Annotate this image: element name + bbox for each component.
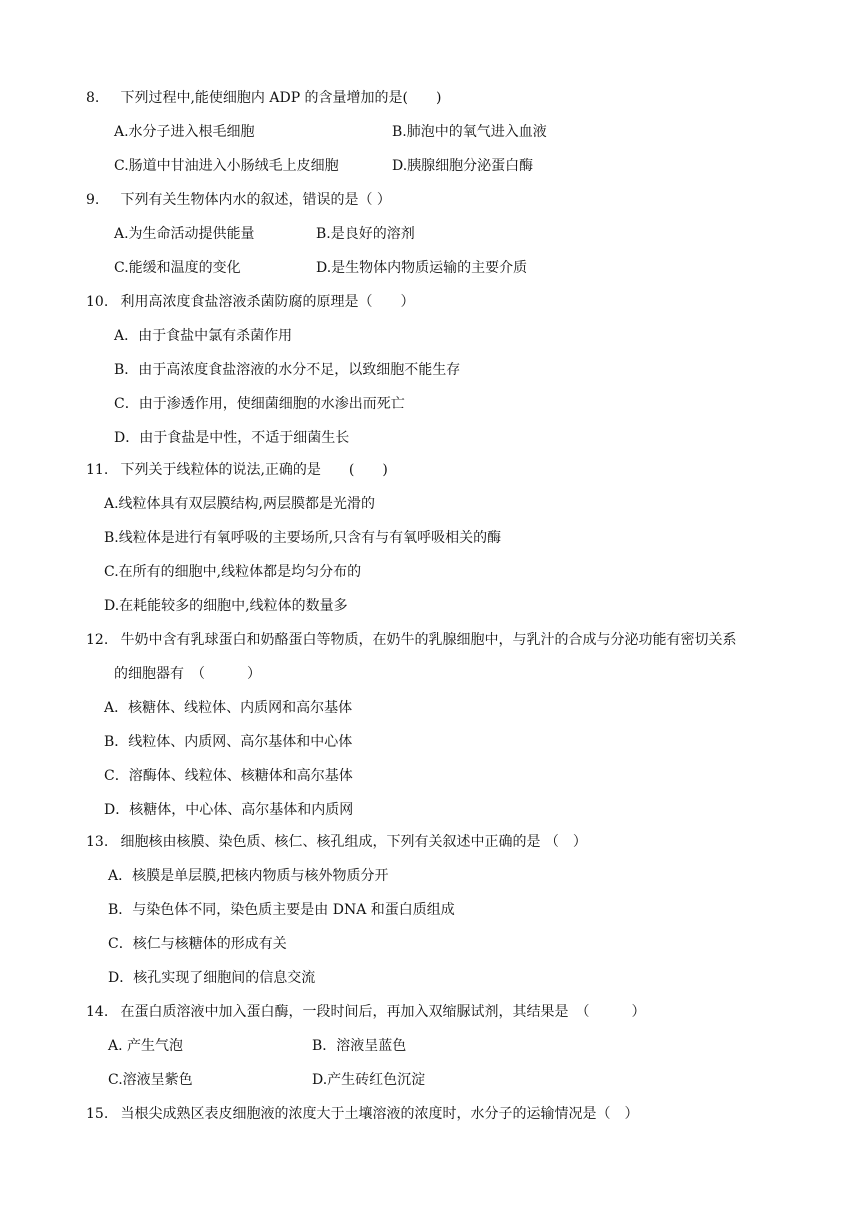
question-8-stem-line xyxy=(86,88,441,108)
question-number: 8. xyxy=(86,90,100,106)
option-a: A．核糖体、线粒体、内质网和高尔基体 xyxy=(104,700,353,716)
question-9-stem-line xyxy=(86,190,391,210)
question-number: 9. xyxy=(86,192,100,208)
question-number: 11. xyxy=(86,462,109,478)
option-a: A．核膜是单层膜,把核内物质与核外物质分开 xyxy=(108,868,389,884)
option-c: C.能缓和温度的变化 xyxy=(114,260,241,276)
question-number: 10. xyxy=(86,294,109,310)
question-stem: 利用高浓度食盐溶液杀菌防腐的原理是（ ） xyxy=(120,294,415,310)
question-12-stem-line xyxy=(86,630,736,650)
question-stem: 当根尖成熟区表皮细胞液的浓度大于土壤溶液的浓度时，水分子的运输情况是（ ） xyxy=(120,1106,639,1122)
option-c: C．由于渗透作用，使细菌细胞的水渗出而死亡 xyxy=(114,396,405,412)
question-stem: 在蛋白质溶液中加入蛋白酶，一段时间后，再加入双缩脲试剂，其结果是 （ ） xyxy=(120,1004,646,1020)
question-stem: 下列有关生物体内水的叙述，错误的是（ ） xyxy=(120,192,391,208)
question-stem: 牛奶中含有乳球蛋白和奶酪蛋白等物质，在奶牛的乳腺细胞中，与乳汁的合成与分泌功能有密切关系 xyxy=(120,632,737,648)
option-a: A. 产生气泡 xyxy=(108,1038,184,1054)
option-d: D.产生砖红色沉淀 xyxy=(312,1072,426,1088)
question-number: 12. xyxy=(86,632,109,648)
question-number: 13. xyxy=(86,834,109,850)
option-a: A．由于食盐中氯有杀菌作用 xyxy=(114,328,293,344)
option-c: C.肠道中甘油进入小肠绒毛上皮细胞 xyxy=(114,158,339,174)
option-b: B．溶液呈蓝色 xyxy=(312,1038,407,1054)
question-15-stem-line xyxy=(86,1104,638,1124)
question-12-stem-continuation: 的细胞器有 （ ） xyxy=(114,666,261,682)
question-stem: 下列过程中,能使细胞内 ADP 的含量增加的是( ) xyxy=(120,90,442,106)
option-d: D.胰腺细胞分泌蛋白酶 xyxy=(392,158,534,174)
question-number: 14. xyxy=(86,1004,109,1020)
option-c: C.在所有的细胞中,线粒体都是均匀分布的 xyxy=(104,564,362,580)
option-d: D.在耗能较多的细胞中,线粒体的数量多 xyxy=(104,598,348,614)
option-b: B．与染色体不同，染色质主要是由 DNA 和蛋白质组成 xyxy=(108,902,455,918)
question-10-stem-line xyxy=(86,292,414,312)
question-stem: 细胞核由核膜、染色质、核仁、核孔组成，下列有关叙述中正确的是 （ ） xyxy=(120,834,587,850)
option-a: A.为生命活动提供能量 xyxy=(114,226,255,242)
question-stem: 下列关于线粒体的说法,正确的是 ( ) xyxy=(120,462,388,478)
option-c: C.溶液呈紫色 xyxy=(108,1072,193,1088)
option-a: A.线粒体具有双层膜结构,两层膜都是光滑的 xyxy=(104,496,376,512)
option-d: D．核孔实现了细胞间的信息交流 xyxy=(108,970,316,986)
question-number: 15. xyxy=(86,1106,109,1122)
option-d: D．由于食盐是中性，不适于细菌生长 xyxy=(114,430,350,446)
option-b: B．由于高浓度食盐溶液的水分不足，以致细胞不能生存 xyxy=(114,362,461,378)
option-b: B．线粒体、内质网、高尔基体和中心体 xyxy=(104,734,353,750)
option-d: D．核糖体，中心体、高尔基体和内质网 xyxy=(104,802,354,818)
question-13-stem-line xyxy=(86,832,587,852)
option-c: C．溶酶体、线粒体、核糖体和高尔基体 xyxy=(104,768,353,784)
option-b: B.线粒体是进行有氧呼吸的主要场所,只含有与有氧呼吸相关的酶 xyxy=(104,530,502,546)
option-b: B.肺泡中的氧气进入血液 xyxy=(392,124,547,140)
option-a: A.水分子进入根毛细胞 xyxy=(114,124,255,140)
option-c: C．核仁与核糖体的形成有关 xyxy=(108,936,287,952)
option-d: D.是生物体内物质运输的主要介质 xyxy=(316,260,528,276)
question-11-stem-line xyxy=(86,460,388,480)
question-14-stem-line xyxy=(86,1002,645,1022)
option-b: B.是良好的溶剂 xyxy=(316,226,415,242)
